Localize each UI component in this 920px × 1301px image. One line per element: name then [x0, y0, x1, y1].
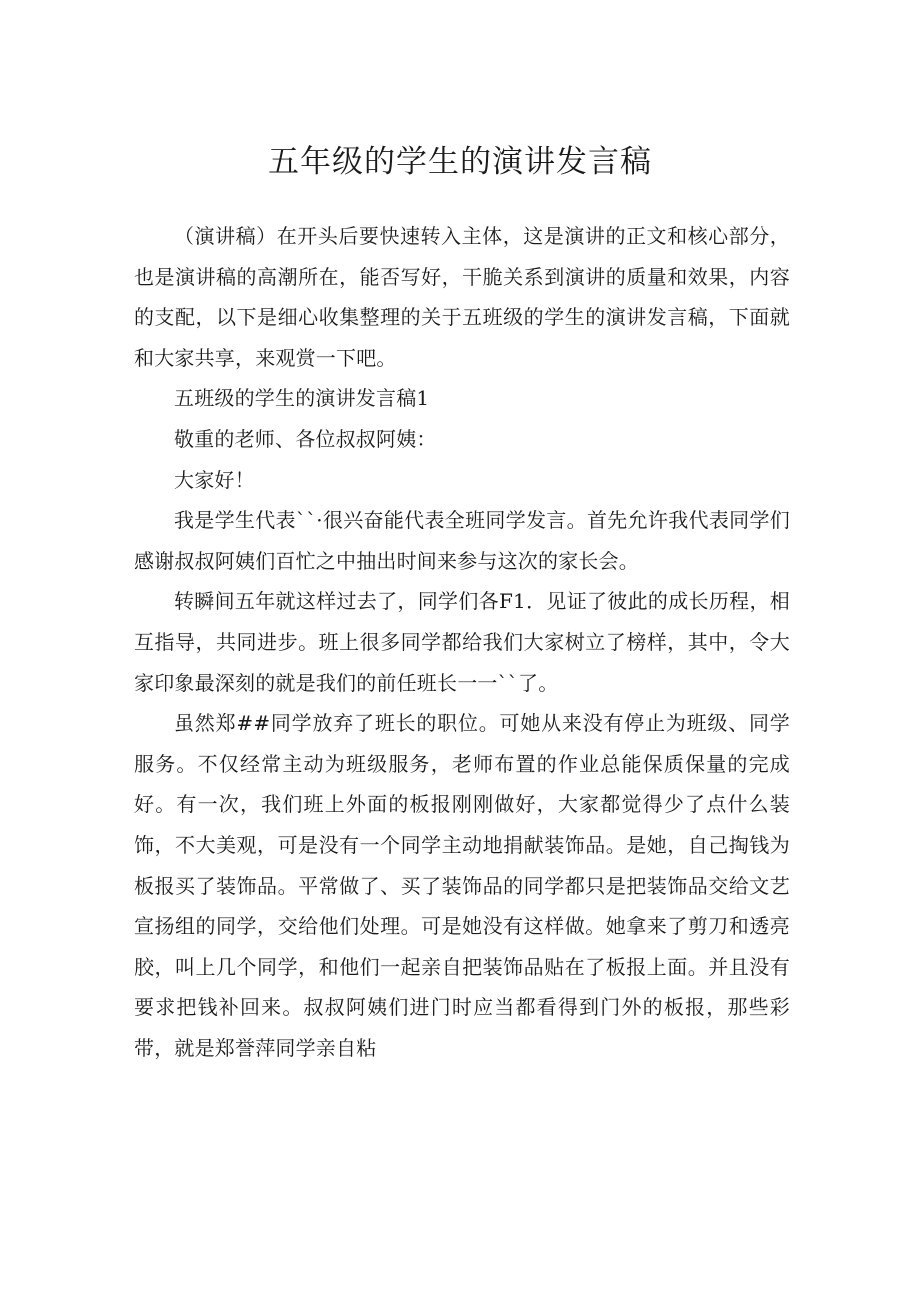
body-paragraph: 转瞬间五年就这样过去了，同学们各F1．见证了彼此的成长历程，相互指导，共同进步。班上很多同学都给我们大家树立了榜样，其中，令大家印象最深刻的就是我们的前任班长一一``了。	[134, 589, 790, 695]
body-paragraph: 我是学生代表``·很兴奋能代表全班同学发言。首先允许我代表同学们感谢叔叔阿姨们百忙之中抽出时间来参与这次的家长会。	[134, 508, 790, 573]
document-title: 五年级的学生的演讲发言稿	[268, 144, 652, 180]
document-body	[134, 216, 790, 1068]
salutation: 敬重的老师、各位叔叔阿姨：	[174, 426, 437, 451]
body-paragraph: 虽然郑##同学放弃了班长的职位。可她从来没有停止为班级、同学服务。不仅经常主动为班级服务，老师布置的作业总能保质保量的完成好。有一次，我们班上外面的板报刚刚做好，大家都觉得少了点什么装饰，不大美观，可是没有一个同学主动地捐献装饰品。是她，自己掏钱为板报买了装饰品。平常做了、买了装饰品的同学都只是把装饰品交给文艺宣扬组的同学，交给他们处理。可是她没有这样做。她拿来了剪刀和透亮胶，叫上几个同学，和他们一起亲自把装饰品贴在了板报上面。并且没有要求把钱补回来。叔叔阿姨们进门时应当都看得到门外的板报，那些彩带，就是郑誉萍同学亲自粘	[134, 711, 790, 1060]
intro-paragraph: （演讲稿）在开头后要快速转入主体，这是演讲的正文和核心部分，也是演讲稿的高潮所在，能否写好，干脆关系到演讲的质量和效果，内容的支配，以下是细心收集整理的关于五班级的学生的演讲发言稿，下面就和大家共享，来观赏一下吧。	[134, 224, 790, 370]
section-heading: 五班级的学生的演讲发言稿1	[174, 386, 430, 411]
greeting: 大家好！	[174, 467, 255, 492]
